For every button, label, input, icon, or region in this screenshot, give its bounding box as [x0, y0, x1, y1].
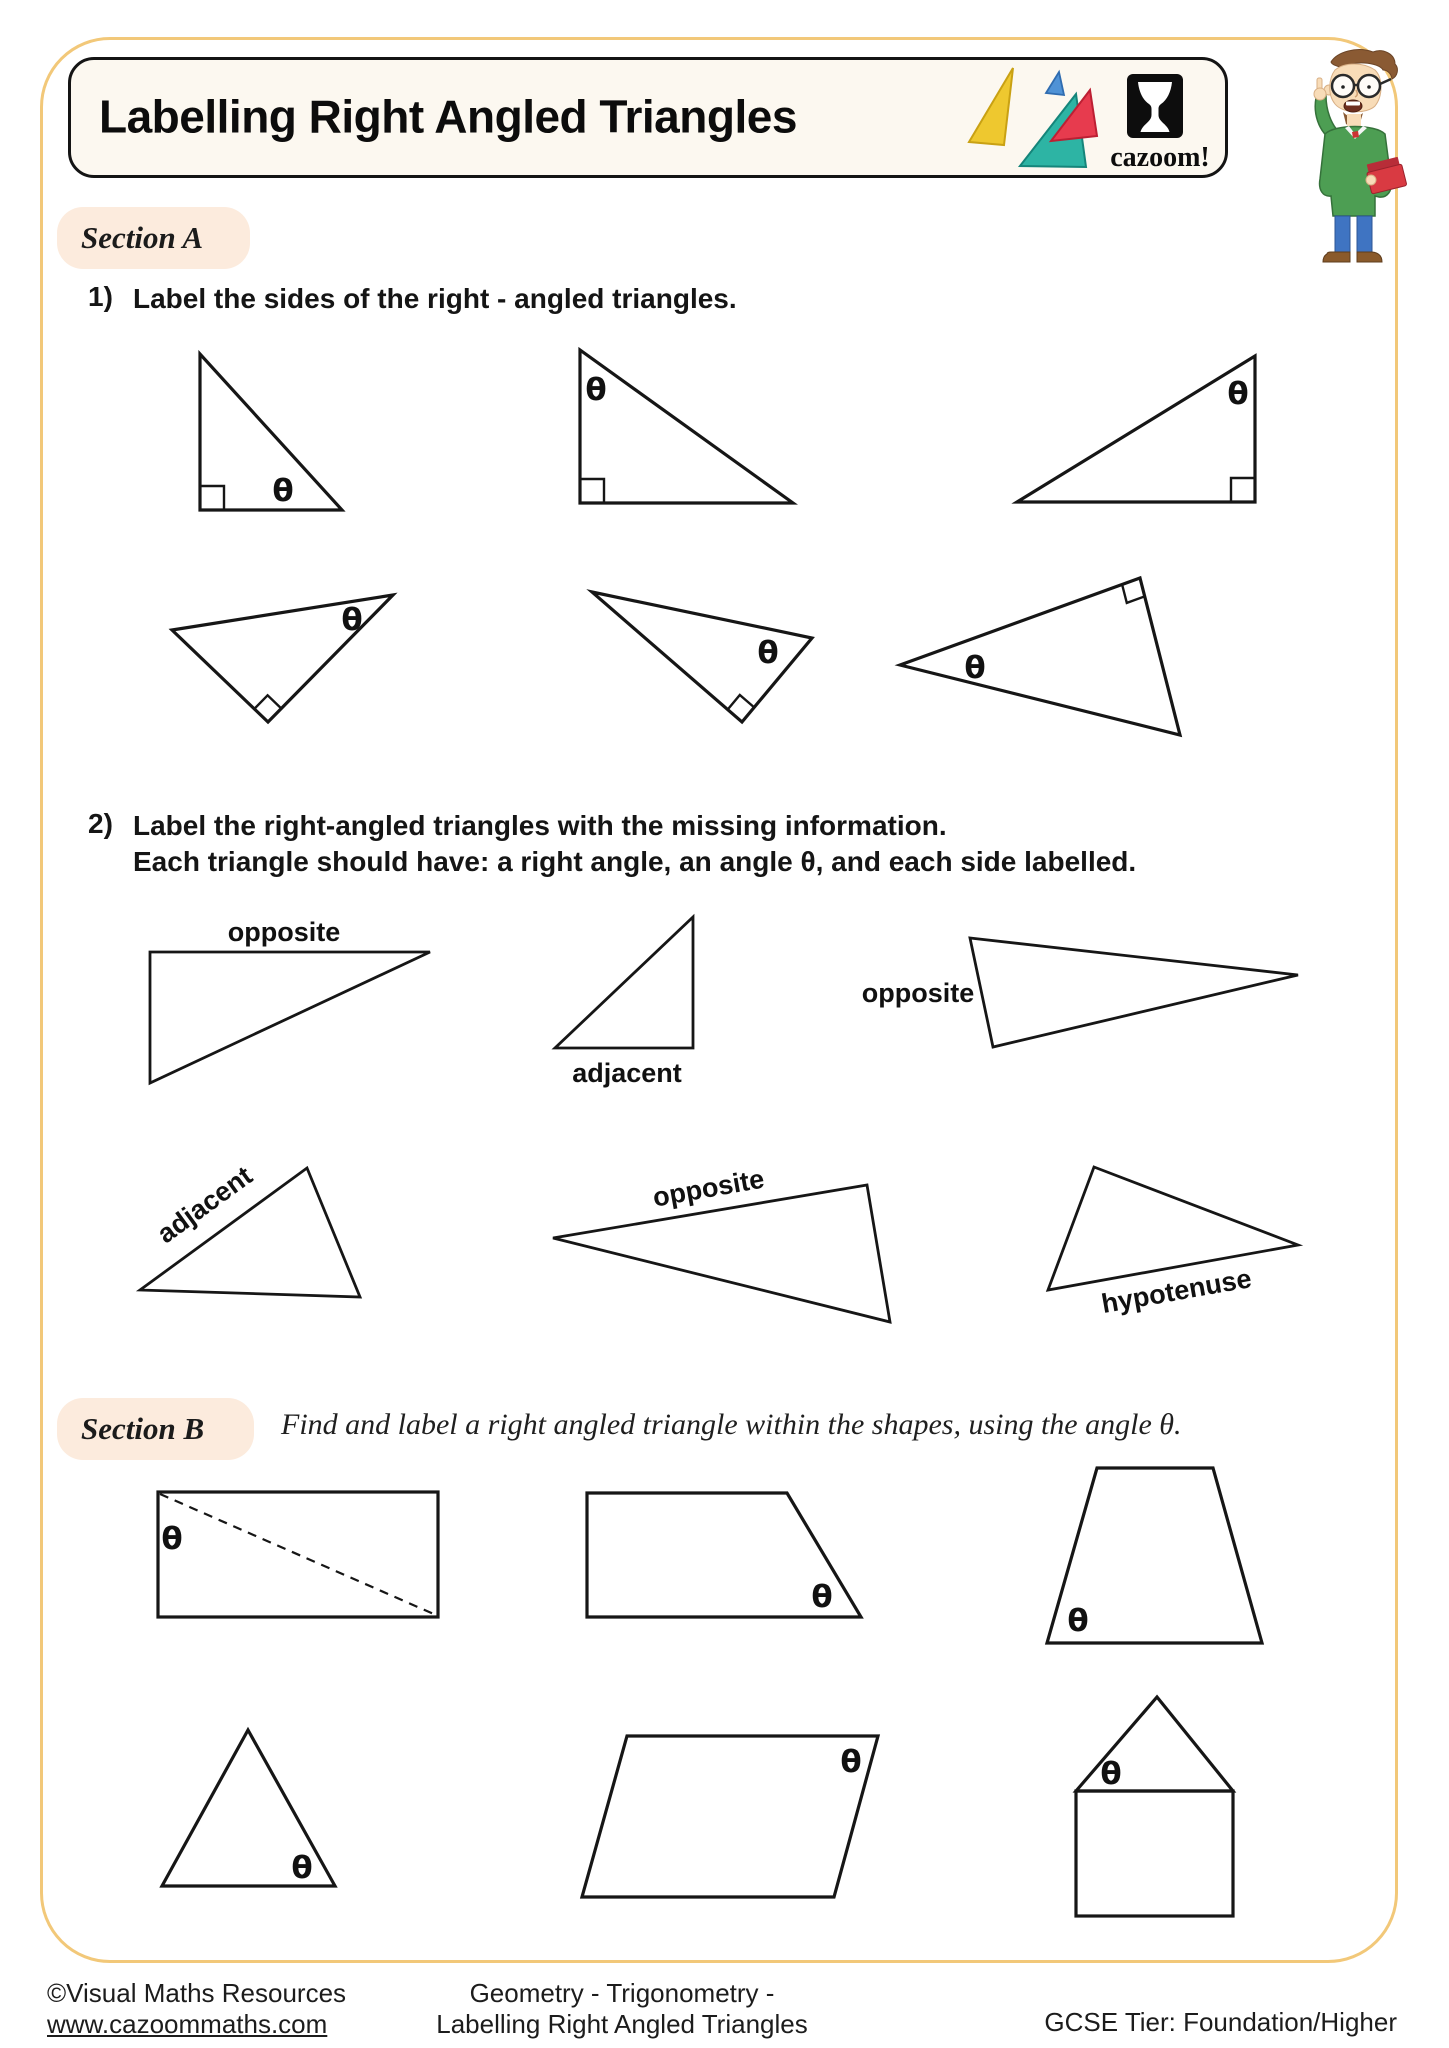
page-border: [40, 37, 1398, 1963]
theta-label: θ: [1100, 1756, 1122, 1792]
question-1-prompt: Label the sides of the right - angled triangles.: [133, 283, 737, 314]
theta-label: θ: [291, 1850, 313, 1886]
question-2-prompt: [133, 808, 1136, 880]
question-1-number: 1): [88, 281, 113, 312]
theta-label: θ: [272, 473, 294, 509]
question-1: [88, 281, 737, 317]
question-2-prompt-line1: Label the right-angled triangles with the missing information.: [133, 810, 947, 841]
page-title: Labelling Right Angled Triangles: [99, 89, 797, 142]
theta-label: θ: [964, 650, 986, 686]
theta-label: θ: [161, 1521, 183, 1557]
question-2: [88, 808, 1136, 880]
section-b-label: Section B: [81, 1411, 205, 1446]
side-label: opposite: [650, 1163, 767, 1213]
website-link[interactable]: www.cazoommaths.com: [47, 2009, 328, 2039]
theta-label: θ: [585, 372, 607, 408]
footer-left: [47, 1978, 346, 2040]
theta-label: θ: [811, 1579, 833, 1615]
footer-right: [1044, 2007, 1397, 2038]
section-a-label: Section A: [81, 220, 204, 255]
question-2-prompt-line2: Each triangle should have: a right angle, an angle θ, and each side labelled.: [133, 846, 1137, 877]
topic-line2: Labelling Right Angled Triangles: [436, 2009, 808, 2039]
theta-label: θ: [757, 635, 779, 671]
side-label: opposite: [227, 917, 341, 947]
footer-center: [342, 1978, 902, 2040]
tier-text: GCSE Tier: Foundation/Higher: [1044, 2007, 1397, 2037]
side-label: adjacent: [572, 1058, 682, 1088]
theta-label: θ: [840, 1744, 862, 1780]
section-b-instruction: Find and label a right angled triangle within the shapes, using the angle θ.: [281, 1408, 1182, 1441]
section-a-badge: [57, 207, 250, 269]
logo-wordmark: cazoom!: [1110, 142, 1210, 173]
question-2-number: 2): [88, 808, 113, 839]
section-b-badge: [57, 1398, 254, 1460]
side-label: opposite: [861, 978, 975, 1008]
theta-label: θ: [1067, 1603, 1089, 1639]
copyright-text: ©Visual Maths Resources: [47, 1978, 347, 2008]
side-label: adjacent: [151, 1160, 258, 1250]
theta-label: θ: [1227, 376, 1249, 412]
theta-label: θ: [341, 602, 363, 638]
topic-line1: Geometry - Trigonometry -: [469, 1978, 775, 2008]
worksheet-header: [68, 57, 1228, 178]
side-label: hypotenuse: [1099, 1263, 1254, 1320]
